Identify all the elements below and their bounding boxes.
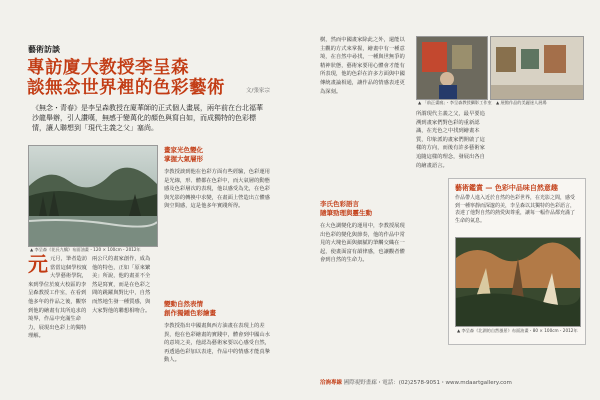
photo-caption-1: ▲ 李呈森《花長九鶴》布面油畫・120 × 100cm・2012年	[30, 247, 141, 252]
studio-scene	[417, 37, 487, 99]
right-column-1	[320, 36, 410, 99]
dropcap: 元	[28, 252, 48, 276]
column-3	[164, 300, 274, 368]
subheading-2: 變動自然表情 創作獨鍾色彩繪畫	[164, 300, 216, 317]
right-page	[300, 0, 600, 400]
column-3-text: 李教授指出中國畫與西方油畫在表現上的差異，他在色彩繪畫的實踐中，體會到中國山水的意境之美，他認為藝術家要以心感受自然，再透過色彩加以表達，作品中的情感才能真摯動人。	[164, 323, 270, 364]
painting-photo-1	[28, 145, 158, 247]
forest-painting-photo	[455, 237, 581, 327]
right-column-3-text: 在大色調變化的運用中，李教授展現出色彩的變化與節奏，他的作品中常見的大塊色面與細膩的筆觸交織在一起，使畫面富有韻律感，也讓觀者體會到自然的生命力。	[320, 223, 405, 264]
right-column-3	[320, 200, 410, 268]
featured-box-title: 藝術鑑賞 — 色彩中品味自然意趣	[455, 184, 558, 192]
featured-box-text: 作品帶人進入近於自然的色彩世界，在光影之間，感受到一種寧靜而深邃的美，李呈森以其獨特的色彩語言，表達了他對自然的熱愛與尊重，讓每一幅作品都充滿了生命的氣息。	[455, 195, 576, 224]
studio-photo	[416, 36, 488, 100]
column-2	[164, 146, 274, 214]
author: 文/張家宗	[246, 88, 270, 94]
subheading-1: 畫家光色變化 掌握大氣層形	[164, 146, 203, 163]
lead-paragraph: 《無念・青春》是李呈森教授在廈華師的正式個人畫展，兩年前在台北福華沙龍舉辦，引人讚嘆，無感于變萬化的顏色與寫自如，而成獨特的色彩標情，讓人聯想到「現代主義之父」塞尚。	[32, 104, 263, 132]
column-2-text: 李教授談到他在色彩方面有些經驗，色彩運用是光線，形、體都在色彩中，而大氣層的動態感及色彩層次的表現，他以感受為先，在色彩與光影的轉換中求變，在畫面上營造出立體感與空間感，這是他多年實踐所得。	[164, 169, 270, 210]
right-column-2-text: 所謂現代主義之父，最早要追溯到畫家們對色彩的重新認識，在光色之中找到繪畫本質，印象派的畫家們開啟了這樣的方向，而後有許多藝術家追隨這樣的理念，發展出各自的繪畫語言。	[416, 111, 485, 169]
landscape-painting	[29, 146, 157, 246]
footer-label: 洽詢專線	[320, 380, 343, 386]
featured-caption: ▲ 李呈森《北湖的自然風景》布面油畫・80 × 100cm・2012年	[457, 328, 578, 333]
column-1b	[92, 255, 154, 318]
forest-painting	[456, 238, 580, 326]
right-column-2	[416, 110, 488, 173]
right-column-1-text: 樹，然而中國畫家除此之外，還能以主觀的方式來掌握，繪畫中有一種意境，在自然中尋找，一種與世無爭的精神狀態，藝術家要用心體會才能有所表現，他的色彩在許多方面與中國傳統畫論相通，讓作品的情感表達更為深刻。	[320, 37, 405, 95]
column-1b-text: 兩公尺的畫家創作，成為他的特色，正如「原來繁美」所說，他的畫並不全然是寫實，而是在色彩之間的跳躍與對比中，自然而然地生發一種質感，與大家對他的聯想相吻合。	[92, 256, 151, 314]
footer-text: 國際視野畫廊・電話：(02)2578-9051・www.mdaartgallery.com	[343, 380, 512, 386]
featured-box	[448, 178, 586, 345]
title-line-1: 專訪廈大教授李呈森	[27, 58, 189, 78]
photo-caption-gallery: ▲ 展館作品的美麗迷人展場	[496, 100, 547, 105]
gallery-scene	[491, 37, 583, 99]
footer	[320, 378, 580, 388]
gallery-photo	[490, 36, 584, 100]
section-label: 藝術訪談	[28, 45, 60, 54]
column-1	[28, 252, 88, 344]
subheading-3: 李氏色彩語言 隨筆勁理與靈生動	[320, 200, 372, 217]
title-line-2: 談無念世界裡的色彩藝術	[27, 78, 225, 98]
photo-caption-studio: ▲ 「前正畫廊」・李呈森教授攝影工作室	[418, 100, 492, 105]
column-1-text: 元月，筆者造訪當當這個學校廈大學藝術學院，來到學位於廈大校區的李呈森教授工作室，在看到他多年的作品之後，觀察到他的繪畫有其所追求的境界，作品中充滿生命力，展現出色彩上的獨特理解。	[28, 256, 88, 340]
